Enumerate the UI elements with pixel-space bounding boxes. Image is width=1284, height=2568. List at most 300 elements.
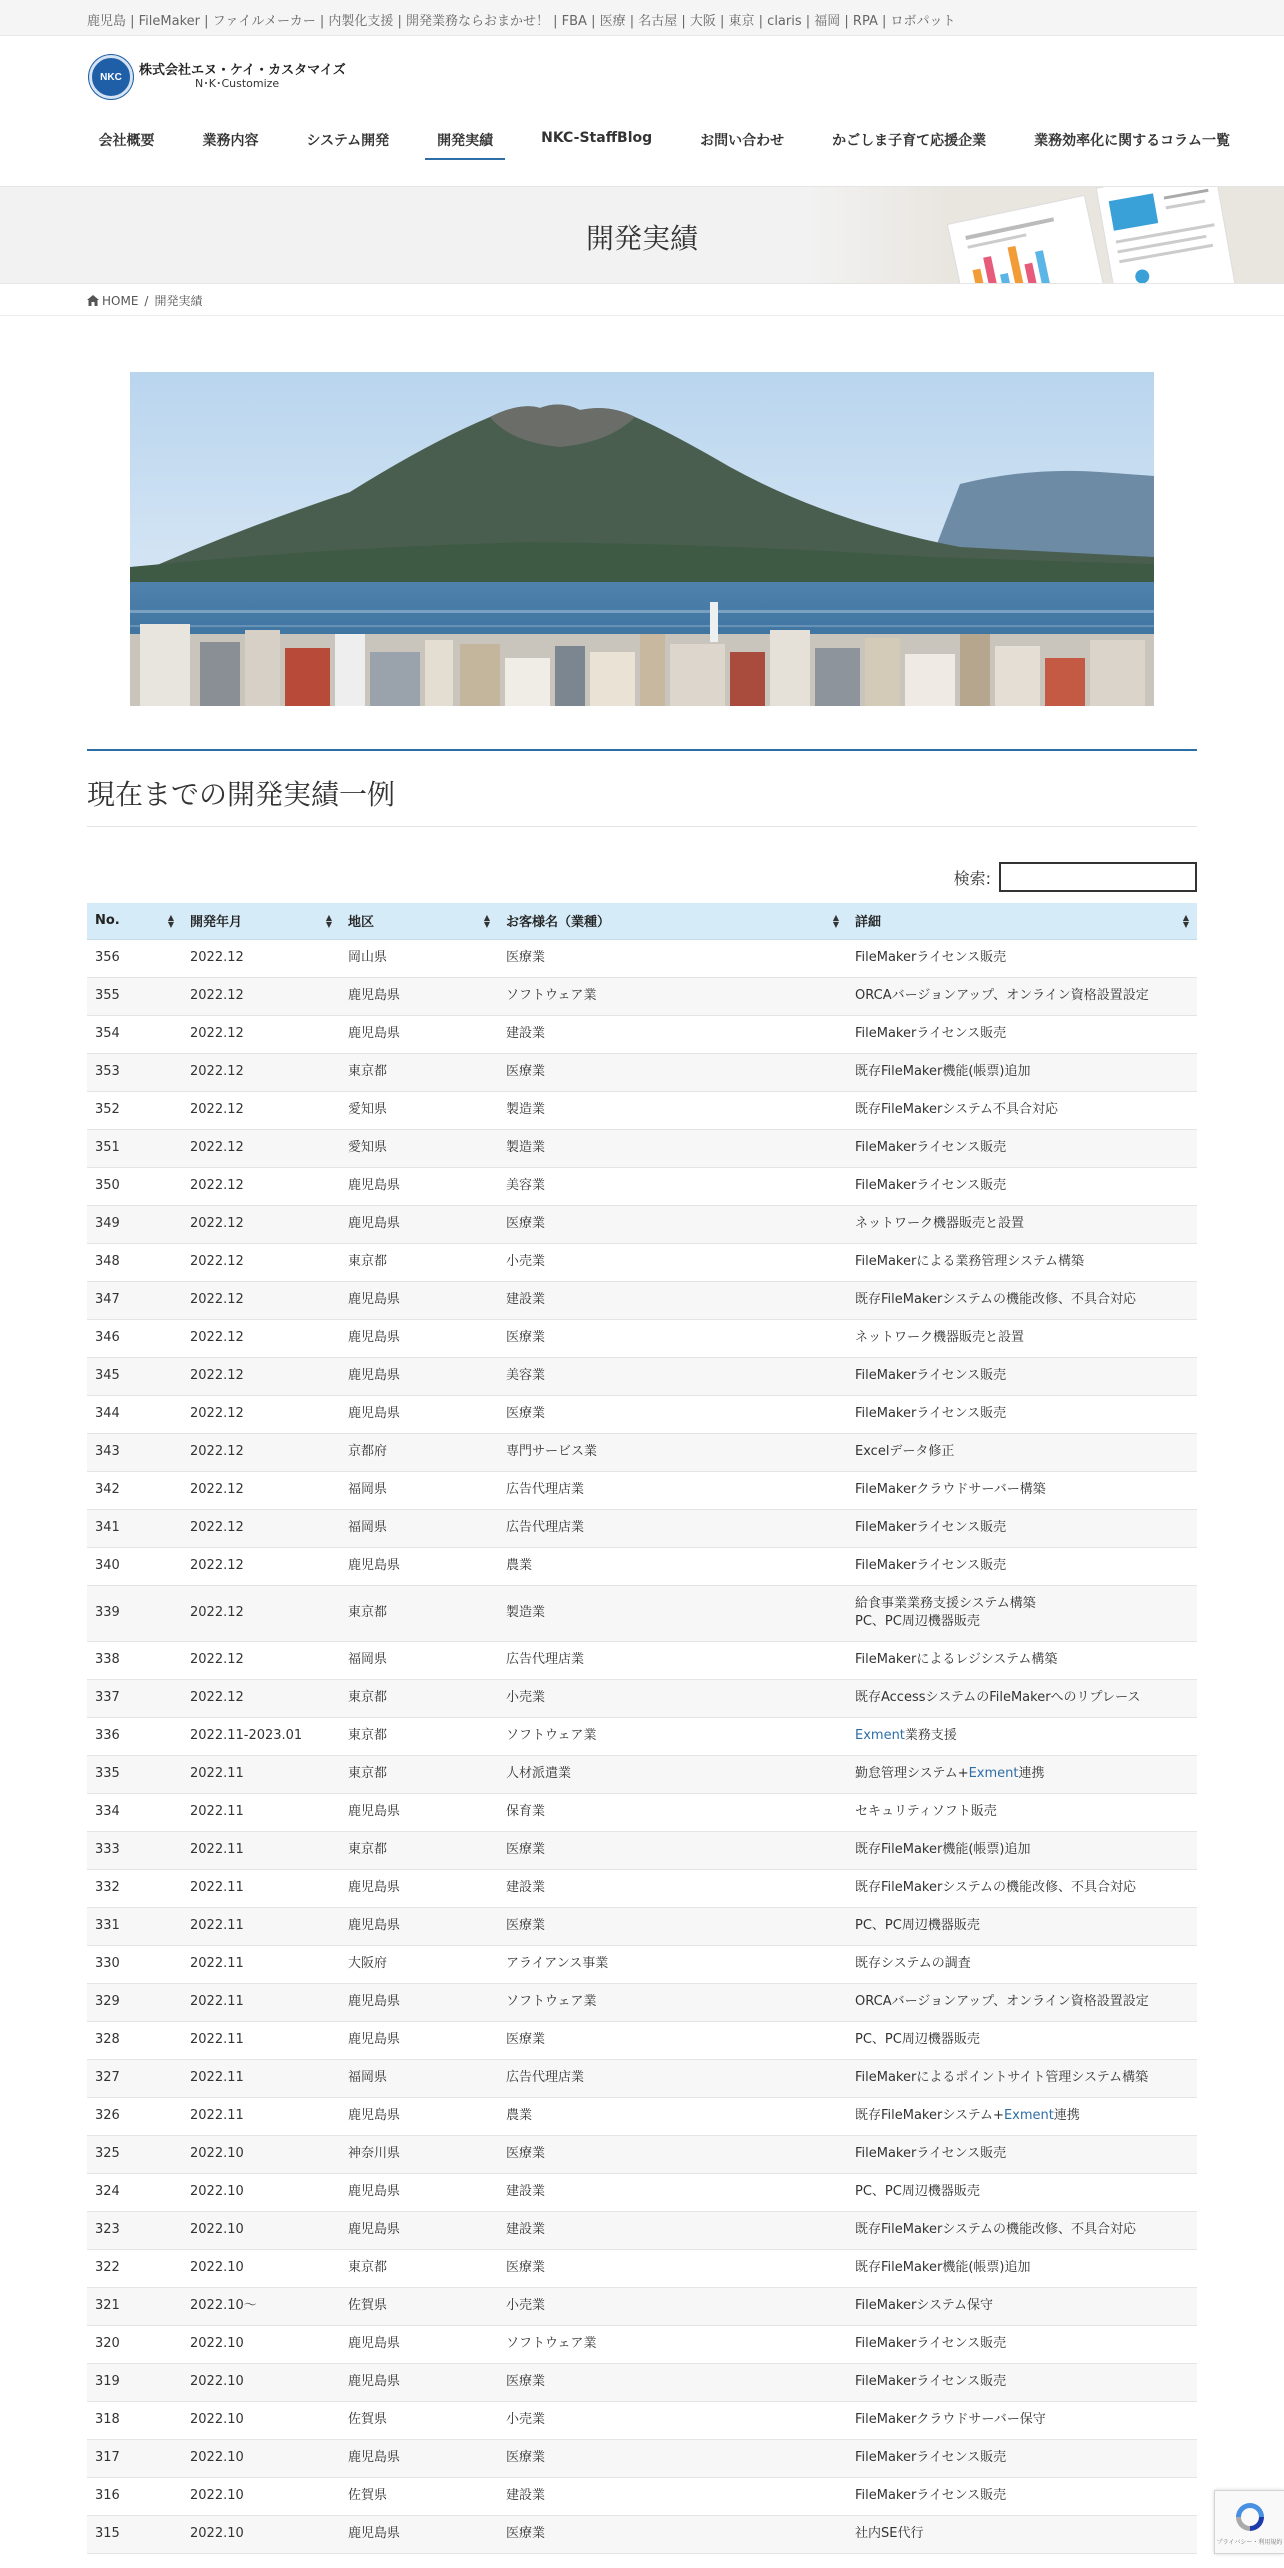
cell-date bbox=[182, 2135, 340, 2173]
cell-area-text: 福岡県 bbox=[348, 1520, 388, 1535]
cell-industry-text: 広告代理店業 bbox=[506, 1482, 585, 1497]
cell-date-text: 2022.12 bbox=[190, 1520, 244, 1535]
breadcrumb bbox=[87, 292, 202, 309]
nav-item-company[interactable]: 会社概要 bbox=[98, 133, 155, 149]
cell-date bbox=[182, 2059, 340, 2097]
cell-date bbox=[182, 2477, 340, 2515]
cell-date bbox=[182, 2287, 340, 2325]
cell-no bbox=[87, 2059, 182, 2097]
table-row bbox=[87, 2287, 1197, 2325]
cell-industry-text: 医療業 bbox=[506, 2450, 546, 2465]
cell-date bbox=[182, 1281, 340, 1319]
cell-industry-text: 小売業 bbox=[506, 1690, 546, 1705]
cell-date-text: 2022.11 bbox=[190, 1766, 244, 1781]
cell-area bbox=[340, 1755, 498, 1793]
cell-no-text: 349 bbox=[95, 1216, 120, 1231]
detail-text-line2: PC、PC周辺機器販売 bbox=[855, 1614, 980, 1629]
cell-no bbox=[87, 2249, 182, 2287]
cell-area-text: 鹿児島県 bbox=[348, 2374, 401, 2389]
cell-detail bbox=[847, 1907, 1197, 1945]
cell-no-text: 322 bbox=[95, 2260, 120, 2275]
company-roman-name: N･K･Customize bbox=[195, 77, 280, 91]
cell-no bbox=[87, 1641, 182, 1679]
detail-text: 既存FileMakerシステムの機能改修、不具合対応 bbox=[855, 2222, 1137, 2237]
cell-area-text: 佐賀県 bbox=[348, 2488, 388, 2503]
sort-icon: ▲ ▼ bbox=[167, 913, 174, 929]
cell-area bbox=[340, 1281, 498, 1319]
cell-no bbox=[87, 1205, 182, 1243]
detail-text: Excelデータ修正 bbox=[855, 1444, 955, 1459]
cell-no-text: 328 bbox=[95, 2032, 120, 2047]
section-divider bbox=[87, 826, 1197, 827]
detail-text: FileMakerライセンス販売 bbox=[855, 1140, 1007, 1155]
detail-text: FileMakerライセンス販売 bbox=[855, 1178, 1007, 1193]
cell-industry-text: 広告代理店業 bbox=[506, 1520, 585, 1535]
cell-detail bbox=[847, 1585, 1197, 1641]
table-row bbox=[87, 1433, 1197, 1471]
sort-icon: ▲ ▼ bbox=[832, 913, 839, 929]
cell-area bbox=[340, 1471, 498, 1509]
cell-detail bbox=[847, 1129, 1197, 1167]
nav-item-column[interactable]: 業務効率化に関するコラム一覧 bbox=[1034, 133, 1230, 149]
cell-industry-text: 製造業 bbox=[506, 1605, 546, 1620]
cell-industry-text: ソフトウェア業 bbox=[506, 1728, 597, 1743]
cell-no-text: 330 bbox=[95, 1956, 120, 1971]
cell-date-text: 2022.12 bbox=[190, 1178, 244, 1193]
cell-no bbox=[87, 1755, 182, 1793]
cell-date-text: 2022.12 bbox=[190, 1292, 244, 1307]
detail-text: ORCAバージョンアップ、オンライン資格設置設定 bbox=[855, 988, 1149, 1003]
table-row bbox=[87, 1205, 1197, 1243]
cell-no-text: 346 bbox=[95, 1330, 120, 1345]
cell-no bbox=[87, 1091, 182, 1129]
cell-industry bbox=[498, 2211, 847, 2249]
home-icon bbox=[87, 295, 99, 306]
breadcrumb-home[interactable]: HOME bbox=[102, 293, 139, 308]
detail-prefix: 既存FileMakerシステム+ bbox=[855, 2108, 1004, 2123]
works-table bbox=[87, 903, 1197, 2554]
table-row bbox=[87, 1471, 1197, 1509]
cell-date-text: 2022.11 bbox=[190, 1918, 244, 1933]
cell-area bbox=[340, 2135, 498, 2173]
cell-industry-text: 医療業 bbox=[506, 1064, 546, 1079]
cell-detail bbox=[847, 1945, 1197, 1983]
cell-industry bbox=[498, 1357, 847, 1395]
cell-no bbox=[87, 2097, 182, 2135]
cell-industry bbox=[498, 2515, 847, 2553]
cell-detail bbox=[847, 1015, 1197, 1053]
cell-area-text: 神奈川県 bbox=[348, 2146, 401, 2161]
cell-no-text: 317 bbox=[95, 2450, 120, 2465]
cell-detail bbox=[847, 1831, 1197, 1869]
cell-area-text: 佐賀県 bbox=[348, 2412, 388, 2427]
cell-no bbox=[87, 2477, 182, 2515]
cell-date-text: 2022.12 bbox=[190, 1652, 244, 1667]
cell-industry bbox=[498, 2097, 847, 2135]
cell-industry-text: 医療業 bbox=[506, 2526, 546, 2541]
cell-industry bbox=[498, 1679, 847, 1717]
table-body bbox=[87, 939, 1197, 2553]
cell-detail bbox=[847, 2287, 1197, 2325]
cell-date bbox=[182, 1395, 340, 1433]
cell-date-text: 2022.12 bbox=[190, 1482, 244, 1497]
cell-no-text: 331 bbox=[95, 1918, 120, 1933]
table-row bbox=[87, 2477, 1197, 2515]
cell-area-text: 鹿児島県 bbox=[348, 2184, 401, 2199]
cell-industry bbox=[498, 2439, 847, 2477]
cell-date bbox=[182, 1357, 340, 1395]
cell-industry-text: 建設業 bbox=[506, 2184, 546, 2199]
cell-area-text: 鹿児島県 bbox=[348, 1804, 401, 1819]
cell-date-text: 2022.10 bbox=[190, 2450, 244, 2465]
col-header-date[interactable] bbox=[182, 903, 340, 939]
detail-text: FileMakerライセンス販売 bbox=[855, 1558, 1007, 1573]
cell-industry bbox=[498, 1793, 847, 1831]
cell-no bbox=[87, 1717, 182, 1755]
col-label-no: No. bbox=[95, 913, 120, 929]
cell-detail bbox=[847, 2097, 1197, 2135]
cell-area-text: 鹿児島県 bbox=[348, 1880, 401, 1895]
cell-area bbox=[340, 2325, 498, 2363]
recaptcha-terms[interactable]: プライバシー・利用規約 bbox=[1216, 2538, 1283, 2546]
cell-no-text: 337 bbox=[95, 1690, 120, 1705]
cell-detail bbox=[847, 1547, 1197, 1585]
cell-area bbox=[340, 2515, 498, 2553]
detail-text: FileMakerライセンス販売 bbox=[855, 1406, 1007, 1421]
cell-no-text: 323 bbox=[95, 2222, 120, 2237]
cell-no-text: 321 bbox=[95, 2298, 120, 2313]
cell-date bbox=[182, 2173, 340, 2211]
nav-item-kosodate[interactable]: かごしま子育て応援企業 bbox=[832, 133, 987, 149]
table-row bbox=[87, 2249, 1197, 2287]
cell-industry-text: 医療業 bbox=[506, 1216, 546, 1231]
cell-no-text: 350 bbox=[95, 1178, 120, 1193]
cell-industry-text: 小売業 bbox=[506, 2412, 546, 2427]
cell-date-text: 2022.12 bbox=[190, 1254, 244, 1269]
detail-text: ネットワーク機器販売と設置 bbox=[855, 1216, 1025, 1231]
cell-date bbox=[182, 2211, 340, 2249]
cell-industry-text: 医療業 bbox=[506, 1842, 546, 1857]
cell-area-text: 鹿児島県 bbox=[348, 2336, 401, 2351]
detail-link[interactable]: Exment bbox=[855, 1728, 905, 1743]
table-row bbox=[87, 2401, 1197, 2439]
cell-area-text: 京都府 bbox=[348, 1444, 388, 1459]
nav-item-system-dev[interactable]: システム開発 bbox=[306, 133, 390, 149]
cell-no-text: 320 bbox=[95, 2336, 120, 2351]
cell-area-text: 鹿児島県 bbox=[348, 2222, 401, 2237]
cell-no bbox=[87, 1471, 182, 1509]
table-row bbox=[87, 2211, 1197, 2249]
cell-industry bbox=[498, 1471, 847, 1509]
cell-area bbox=[340, 1509, 498, 1547]
section-title: 現在までの開発実績一例 bbox=[87, 778, 396, 811]
cell-detail bbox=[847, 1243, 1197, 1281]
logo-emblem: NKC bbox=[89, 55, 133, 99]
cell-detail bbox=[847, 2325, 1197, 2363]
col-header-customer[interactable] bbox=[498, 903, 847, 939]
cell-area bbox=[340, 2439, 498, 2477]
cell-area-text: 鹿児島県 bbox=[348, 2526, 401, 2541]
cell-no bbox=[87, 1547, 182, 1585]
detail-text: ネットワーク機器販売と設置 bbox=[855, 1330, 1025, 1345]
cell-area bbox=[340, 1869, 498, 1907]
cell-date-text: 2022.12 bbox=[190, 1216, 244, 1231]
sort-icon: ▲ ▼ bbox=[325, 913, 332, 929]
cell-area-text: 鹿児島県 bbox=[348, 1216, 401, 1231]
cell-industry-text: 専門サービス業 bbox=[506, 1444, 598, 1459]
cell-date-text: 2022.12 bbox=[190, 1102, 244, 1117]
cell-date-text: 2022.10 bbox=[190, 2336, 244, 2351]
cell-date-text: 2022.12 bbox=[190, 1690, 244, 1705]
detail-link[interactable]: Exment bbox=[968, 1766, 1019, 1781]
cell-no bbox=[87, 1357, 182, 1395]
cell-area bbox=[340, 2059, 498, 2097]
cell-area-text: 愛知県 bbox=[348, 1102, 388, 1117]
keyword-bar: 鹿児島 | FileMaker | ファイルメーカー | 内製化支援 | 開発業務ならおまかせ！ | FBA | 医療 | 名古屋 | 大阪 | 東京 | claris | 福岡 | RPA | ロボパット bbox=[87, 14, 956, 29]
cell-area bbox=[340, 1053, 498, 1091]
sort-icon: ▲ ▼ bbox=[483, 913, 490, 929]
cell-detail bbox=[847, 2439, 1197, 2477]
cell-industry-text: 医療業 bbox=[506, 2260, 546, 2275]
cell-date bbox=[182, 2097, 340, 2135]
detail-text: ORCAバージョンアップ、オンライン資格設置設定 bbox=[855, 1994, 1149, 2009]
col-header-area[interactable] bbox=[340, 903, 498, 939]
table-row bbox=[87, 2439, 1197, 2477]
detail-text: 既存FileMakerシステム不具合対応 bbox=[855, 1102, 1059, 1117]
cell-industry-text: 医療業 bbox=[506, 950, 546, 965]
table-row bbox=[87, 1547, 1197, 1585]
search-label: 検索: bbox=[953, 868, 991, 888]
cell-no-text: 352 bbox=[95, 1102, 120, 1117]
cell-industry bbox=[498, 1167, 847, 1205]
cell-detail bbox=[847, 2363, 1197, 2401]
cell-date bbox=[182, 2363, 340, 2401]
cell-no bbox=[87, 2173, 182, 2211]
detail-text: PC、PC周辺機器販売 bbox=[855, 2032, 980, 2047]
cell-industry bbox=[498, 1015, 847, 1053]
cell-date bbox=[182, 1641, 340, 1679]
cell-area bbox=[340, 1907, 498, 1945]
cell-area-text: 愛知県 bbox=[348, 1140, 388, 1155]
cell-date-text: 2022.10 bbox=[190, 2222, 244, 2237]
table-row bbox=[87, 1129, 1197, 1167]
cell-date bbox=[182, 1585, 340, 1641]
cell-industry bbox=[498, 1395, 847, 1433]
cell-date-text: 2022.10 bbox=[190, 2146, 244, 2161]
table-row bbox=[87, 2515, 1197, 2553]
cell-date bbox=[182, 1755, 340, 1793]
cell-industry-text: 医療業 bbox=[506, 2146, 546, 2161]
cell-detail bbox=[847, 2211, 1197, 2249]
site-logo[interactable] bbox=[89, 55, 346, 99]
breadcrumb-current: 開発実績 bbox=[154, 294, 203, 308]
recaptcha-badge[interactable] bbox=[1214, 2490, 1284, 2554]
detail-link[interactable]: Exment bbox=[1003, 2108, 1054, 2123]
cell-no-text: 319 bbox=[95, 2374, 120, 2389]
cell-date-text: 2022.11 bbox=[190, 1994, 244, 2009]
cell-date bbox=[182, 1793, 340, 1831]
cell-date-text: 2022.10 bbox=[190, 2488, 244, 2503]
cell-area-text: 鹿児島県 bbox=[348, 1558, 401, 1573]
cell-no-text: 336 bbox=[95, 1728, 120, 1743]
cell-area bbox=[340, 1945, 498, 1983]
search-input[interactable] bbox=[999, 862, 1197, 892]
detail-text: 社内SE代行 bbox=[855, 2526, 924, 2541]
cell-date bbox=[182, 1205, 340, 1243]
cell-no-text: 332 bbox=[95, 1880, 120, 1895]
detail-text: FileMakerライセンス販売 bbox=[855, 2450, 1007, 2465]
cell-no bbox=[87, 1509, 182, 1547]
cell-detail bbox=[847, 1205, 1197, 1243]
cell-date-text: 2022.10〜 bbox=[190, 2298, 257, 2313]
table-header-row bbox=[87, 903, 1197, 939]
cell-no-text: 353 bbox=[95, 1064, 120, 1079]
cell-no-text: 333 bbox=[95, 1842, 120, 1857]
cell-no bbox=[87, 2021, 182, 2059]
cell-date-text: 2022.11-2023.01 bbox=[190, 1728, 303, 1743]
recaptcha-icon bbox=[1232, 2499, 1268, 2535]
cell-area bbox=[340, 2287, 498, 2325]
cell-industry-text: 広告代理店業 bbox=[506, 2070, 585, 2085]
cell-industry bbox=[498, 2401, 847, 2439]
cell-area bbox=[340, 1983, 498, 2021]
cell-industry-text: 建設業 bbox=[506, 1880, 546, 1895]
cell-area bbox=[340, 1205, 498, 1243]
cell-date bbox=[182, 1945, 340, 1983]
cell-industry bbox=[498, 1907, 847, 1945]
col-label-date: 開発年月 bbox=[190, 915, 243, 931]
cell-industry bbox=[498, 1509, 847, 1547]
cell-area bbox=[340, 2173, 498, 2211]
cell-industry bbox=[498, 1585, 847, 1641]
cell-date-text: 2022.12 bbox=[190, 950, 244, 965]
cell-date-text: 2022.12 bbox=[190, 1368, 244, 1383]
nav-item-staff-blog[interactable]: NKC-StaffBlog bbox=[541, 130, 653, 146]
cell-area-text: 鹿児島県 bbox=[348, 1368, 401, 1383]
cell-detail bbox=[847, 2477, 1197, 2515]
cell-date bbox=[182, 1091, 340, 1129]
table-row bbox=[87, 1281, 1197, 1319]
cell-detail bbox=[847, 2059, 1197, 2097]
cell-no bbox=[87, 1319, 182, 1357]
cell-date-text: 2022.12 bbox=[190, 1444, 244, 1459]
cell-industry bbox=[498, 2021, 847, 2059]
cell-area bbox=[340, 2097, 498, 2135]
table-row bbox=[87, 1945, 1197, 1983]
cell-date bbox=[182, 1433, 340, 1471]
detail-text: FileMakerシステム保守 bbox=[855, 2298, 994, 2313]
cell-date bbox=[182, 2325, 340, 2363]
cell-area bbox=[340, 2477, 498, 2515]
nav-item-contact[interactable]: お問い合わせ bbox=[700, 133, 785, 149]
cell-area-text: 鹿児島県 bbox=[348, 1918, 401, 1933]
cell-date-text: 2022.12 bbox=[190, 1140, 244, 1155]
table-row bbox=[87, 1091, 1197, 1129]
cell-no-text: 316 bbox=[95, 2488, 120, 2503]
cell-industry bbox=[498, 1053, 847, 1091]
detail-text: 業務支援 bbox=[904, 1728, 957, 1743]
cell-no-text: 338 bbox=[95, 1652, 120, 1667]
cell-area bbox=[340, 1395, 498, 1433]
table-row bbox=[87, 1053, 1197, 1091]
detail-text: セキュリティソフト販売 bbox=[855, 1804, 997, 1819]
cell-date bbox=[182, 1053, 340, 1091]
cell-no bbox=[87, 1907, 182, 1945]
cell-area-text: 東京都 bbox=[348, 1728, 388, 1743]
detail-text: 既存FileMaker機能(帳票)追加 bbox=[855, 1842, 1031, 1857]
cell-industry-text: 医療業 bbox=[506, 1406, 546, 1421]
cell-no-text: 339 bbox=[95, 1605, 120, 1620]
cell-no bbox=[87, 1053, 182, 1091]
col-header-no[interactable] bbox=[87, 903, 182, 939]
cell-date-text: 2022.12 bbox=[190, 1558, 244, 1573]
cell-industry bbox=[498, 2059, 847, 2097]
cell-industry-text: ソフトウェア業 bbox=[506, 1994, 597, 2009]
cell-date bbox=[182, 1167, 340, 1205]
cell-area bbox=[340, 1357, 498, 1395]
cell-detail bbox=[847, 1433, 1197, 1471]
cell-detail bbox=[847, 2401, 1197, 2439]
cell-no-text: 347 bbox=[95, 1292, 120, 1307]
cell-date bbox=[182, 1547, 340, 1585]
table-row bbox=[87, 1755, 1197, 1793]
cell-area-text: 福岡県 bbox=[348, 1482, 388, 1497]
page-title: 開発実績 bbox=[585, 222, 698, 255]
cell-date bbox=[182, 1907, 340, 1945]
detail-text: 既存AccessシステムのFileMakerへのリプレース bbox=[855, 1690, 1141, 1705]
cell-area bbox=[340, 2363, 498, 2401]
cell-area-text: 鹿児島県 bbox=[348, 1178, 401, 1193]
table-row bbox=[87, 2325, 1197, 2363]
breadcrumb-separator: / bbox=[144, 293, 149, 308]
cell-industry bbox=[498, 1281, 847, 1319]
detail-text: FileMakerによるレジシステム構築 bbox=[855, 1652, 1058, 1667]
cell-area-text: 鹿児島県 bbox=[348, 1026, 401, 1041]
cell-no-text: 356 bbox=[95, 950, 120, 965]
cell-industry-text: 人材派遣業 bbox=[506, 1766, 572, 1781]
cell-industry-text: 建設業 bbox=[506, 2222, 546, 2237]
detail-text: FileMakerライセンス販売 bbox=[855, 1026, 1007, 1041]
cell-industry bbox=[498, 1129, 847, 1167]
col-header-detail[interactable] bbox=[847, 903, 1197, 939]
cell-no bbox=[87, 2439, 182, 2477]
cell-industry-text: 製造業 bbox=[506, 1102, 546, 1117]
cell-industry-text: 建設業 bbox=[506, 1292, 546, 1307]
table-row bbox=[87, 2135, 1197, 2173]
cell-date-text: 2022.10 bbox=[190, 2526, 244, 2541]
cell-area bbox=[340, 1793, 498, 1831]
cell-date-text: 2022.12 bbox=[190, 1330, 244, 1345]
cell-no-text: 341 bbox=[95, 1520, 120, 1535]
cell-area bbox=[340, 1831, 498, 1869]
cell-area-text: 鹿児島県 bbox=[348, 988, 401, 1003]
cell-no-text: 318 bbox=[95, 2412, 120, 2427]
nav-item-works[interactable]: 開発実績 bbox=[425, 118, 505, 160]
cell-detail bbox=[847, 1641, 1197, 1679]
nav-item-business[interactable]: 業務内容 bbox=[202, 133, 259, 149]
cell-date bbox=[182, 1471, 340, 1509]
cell-area-text: 鹿児島県 bbox=[348, 1292, 401, 1307]
cell-no bbox=[87, 1585, 182, 1641]
table-row bbox=[87, 1319, 1197, 1357]
cell-detail bbox=[847, 2249, 1197, 2287]
cell-date bbox=[182, 1015, 340, 1053]
cell-area bbox=[340, 1167, 498, 1205]
cell-detail bbox=[847, 2515, 1197, 2553]
cell-date bbox=[182, 2249, 340, 2287]
table-row bbox=[87, 1395, 1197, 1433]
cell-area-text: 鹿児島県 bbox=[348, 2450, 401, 2465]
